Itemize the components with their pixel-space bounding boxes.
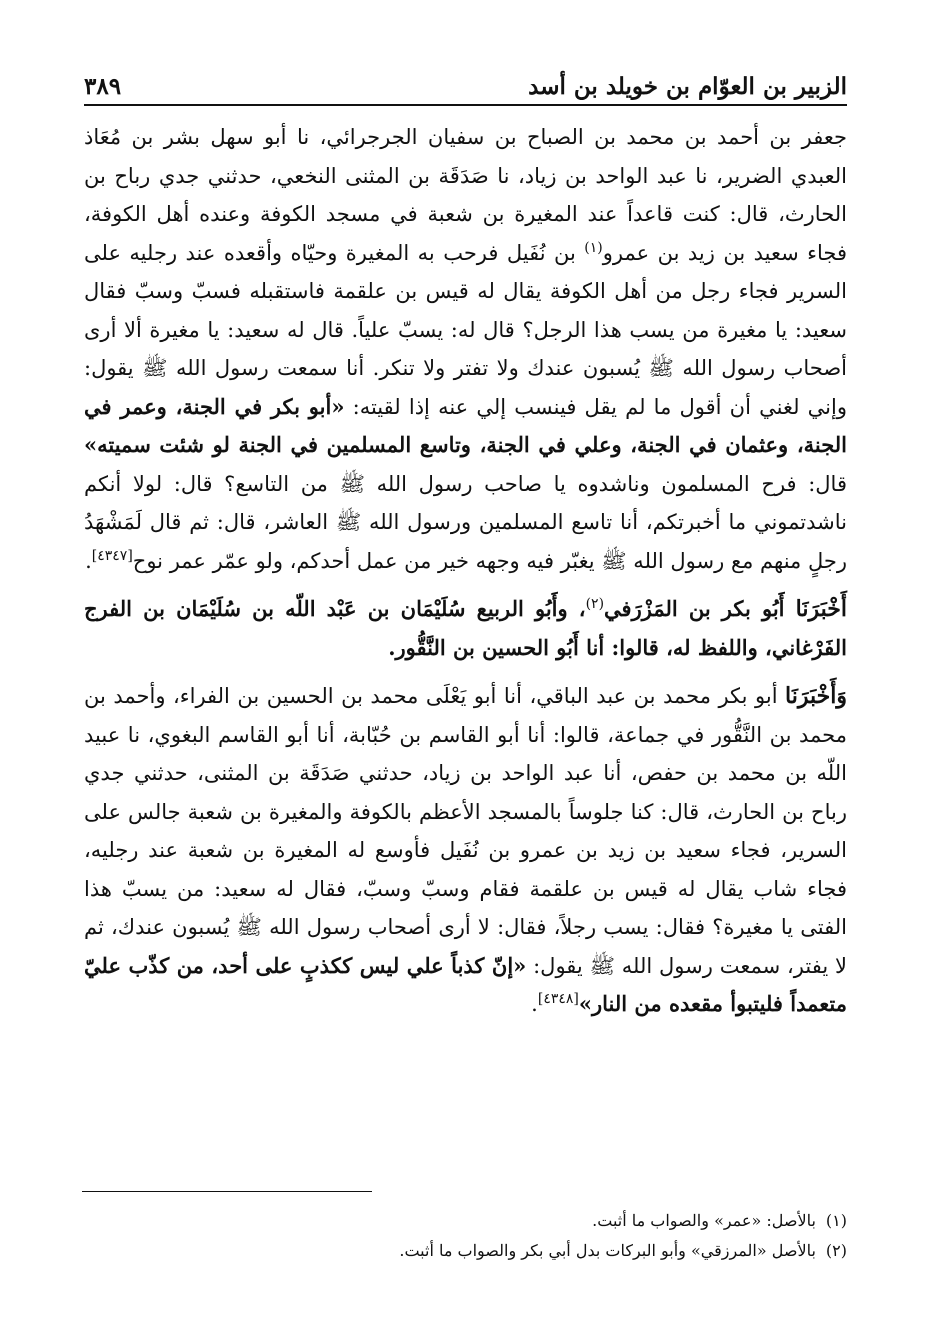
- hadith-number: [٤٣٤٨]: [537, 991, 579, 1007]
- emphasized-text: أَبُو بكر بن المَزْرَفي: [604, 596, 796, 621]
- emphasized-text: «أبو بكر في الجنة، وعمر في الجنة، وعثمان في الجنة، وعلي في الجنة، وتاسع المسلمين في الجنة لو شئت سميته»: [84, 393, 847, 457]
- footnotes: [82, 1206, 847, 1266]
- isnad-lead: وَأَخْبَرَنَا: [785, 683, 847, 709]
- text-run: .: [531, 992, 538, 1016]
- running-title: الزبير بن العوّام بن خويلد بن أسد: [528, 73, 847, 100]
- footnote-reference: (٢): [585, 596, 605, 612]
- footnote-text: بالأصل: «عمر» والصواب ما أثبت.: [592, 1211, 816, 1230]
- emphasized-text: ، وأَبُو الربيع سُلَيْمَان بن عَبْد اللّه بن سُلَيْمَان بن الفرج الفَرْغاني، واللفظ له، قالوا: أنا أَبُو الحسين بن النَّقُّور.: [84, 596, 847, 660]
- running-header: [84, 62, 847, 106]
- hadith-number: [٤٣٤٧]: [91, 547, 133, 564]
- emphasized-text: «إنّ كذباً علي ليس ككذبٍ على أحد، من كذّب عليّ متعمداً فليتبوأ مقعده من النار»: [84, 952, 847, 1016]
- footnote-text: بالأصل «المرزقي» وأبو البركات بدل أبي بكر والصواب ما أثبت.: [399, 1241, 816, 1260]
- text-run: .: [85, 548, 92, 573]
- text-run: جعفر بن أحمد بن محمد بن الصباح بن سفيان الجرجرائي، نا أبو سهل بشر بن مُعَاذ العبدي الضرير، نا عبد الواحد بن زياد، نا صَدَقَة بن المثنى النخعي، حدثني جدي رباح بن الحارث، قال: كنت قاعداً عند المغيرة بن شعبة في مسجد الكوفة وعنده أهل الكوفة، فجاء سعيد بن زيد بن عمرو: [84, 125, 847, 265]
- footnote: [82, 1206, 847, 1236]
- paragraph: [84, 590, 847, 667]
- footnote-reference: (١): [584, 239, 603, 256]
- footnote-number: (١): [825, 1211, 847, 1230]
- footnote: [82, 1236, 847, 1266]
- paragraph: [84, 118, 847, 580]
- text-run: بن نُفَيل فرحب به المغيرة وحيّاه وأقعده عند رجليه على السرير فجاء رجل من أهل الكوفة يقال له قيس بن علقمة فاستقبله فسبّ وسبّ فقال سعيد: يا مغيرة من يسب هذا الرجل؟ قال له: يسبّ علياً. قال له سعيد: يا مغيرة ألا أرى أصحاب رسول الله ﷺ يُسبون عندك ولا تفتر ولا تنكر. أنا سمعت رسول الله ﷺ يقول: وإني لغني أن أقول ما لم يقل فينسب إلي عنه إذا لقيته:: [84, 240, 848, 419]
- main-text: [84, 118, 847, 1024]
- text-run: أبو بكر محمد بن عبد الباقي، أنا أبو يَعْلَى محمد بن الحسين بن الفراء، وأحمد بن محمد بن النَّقُّور في جماعة، قالوا: أنا أبو القاسم بن حُبّابة، أنا أبو القاسم البغوي، نا عبيد اللّه بن محمد بن حفص، أنا عبد الواحد بن زياد، حدثني صَدَقَة بن المثنى، حدثني جدي رباح بن الحارث، قال: كنا جلوساً بالمسجد الأعظم بالكوفة والمغيرة بن شعبة جالس على السرير، فجاء سعيد بن زيد بن عمرو بن نُفَيل فأوسع له المغيرة بن شعبة عند رجليه، فجاء شاب يقال له قيس بن علقمة فقام وسبّ وسبّ، فقال له سعيد: من يسبّ هذا الفتى يا مغيرة؟ فقال: يسب رجلاً، فقال: لا أرى أصحاب رسول الله ﷺ يُسبون عندك، ثم لا يفتر، سمعت رسول الله ﷺ يقول:: [84, 684, 847, 978]
- footnote-number: (٢): [825, 1241, 847, 1260]
- page-number: ٣٨٩: [84, 73, 122, 100]
- footnote-divider: [82, 1191, 372, 1192]
- paragraph: [84, 677, 847, 1024]
- isnad-lead: أَخْبَرَنَا: [795, 596, 847, 622]
- text-run: قال: فرح المسلمون وناشدوه يا صاحب رسول الله ﷺ من التاسع؟ قال: لولا أنكم ناشدتموني ما أخبرتكم، أنا تاسع المسلمين ورسول الله ﷺ العاشر، قال: ثم قال لَمَشْهَدُ رجلٍ منهم مع رسول الله ﷺ يغبّر فيه وجهه خير من عمل أحدكم، ولو عمّر عمر نوح: [84, 471, 847, 573]
